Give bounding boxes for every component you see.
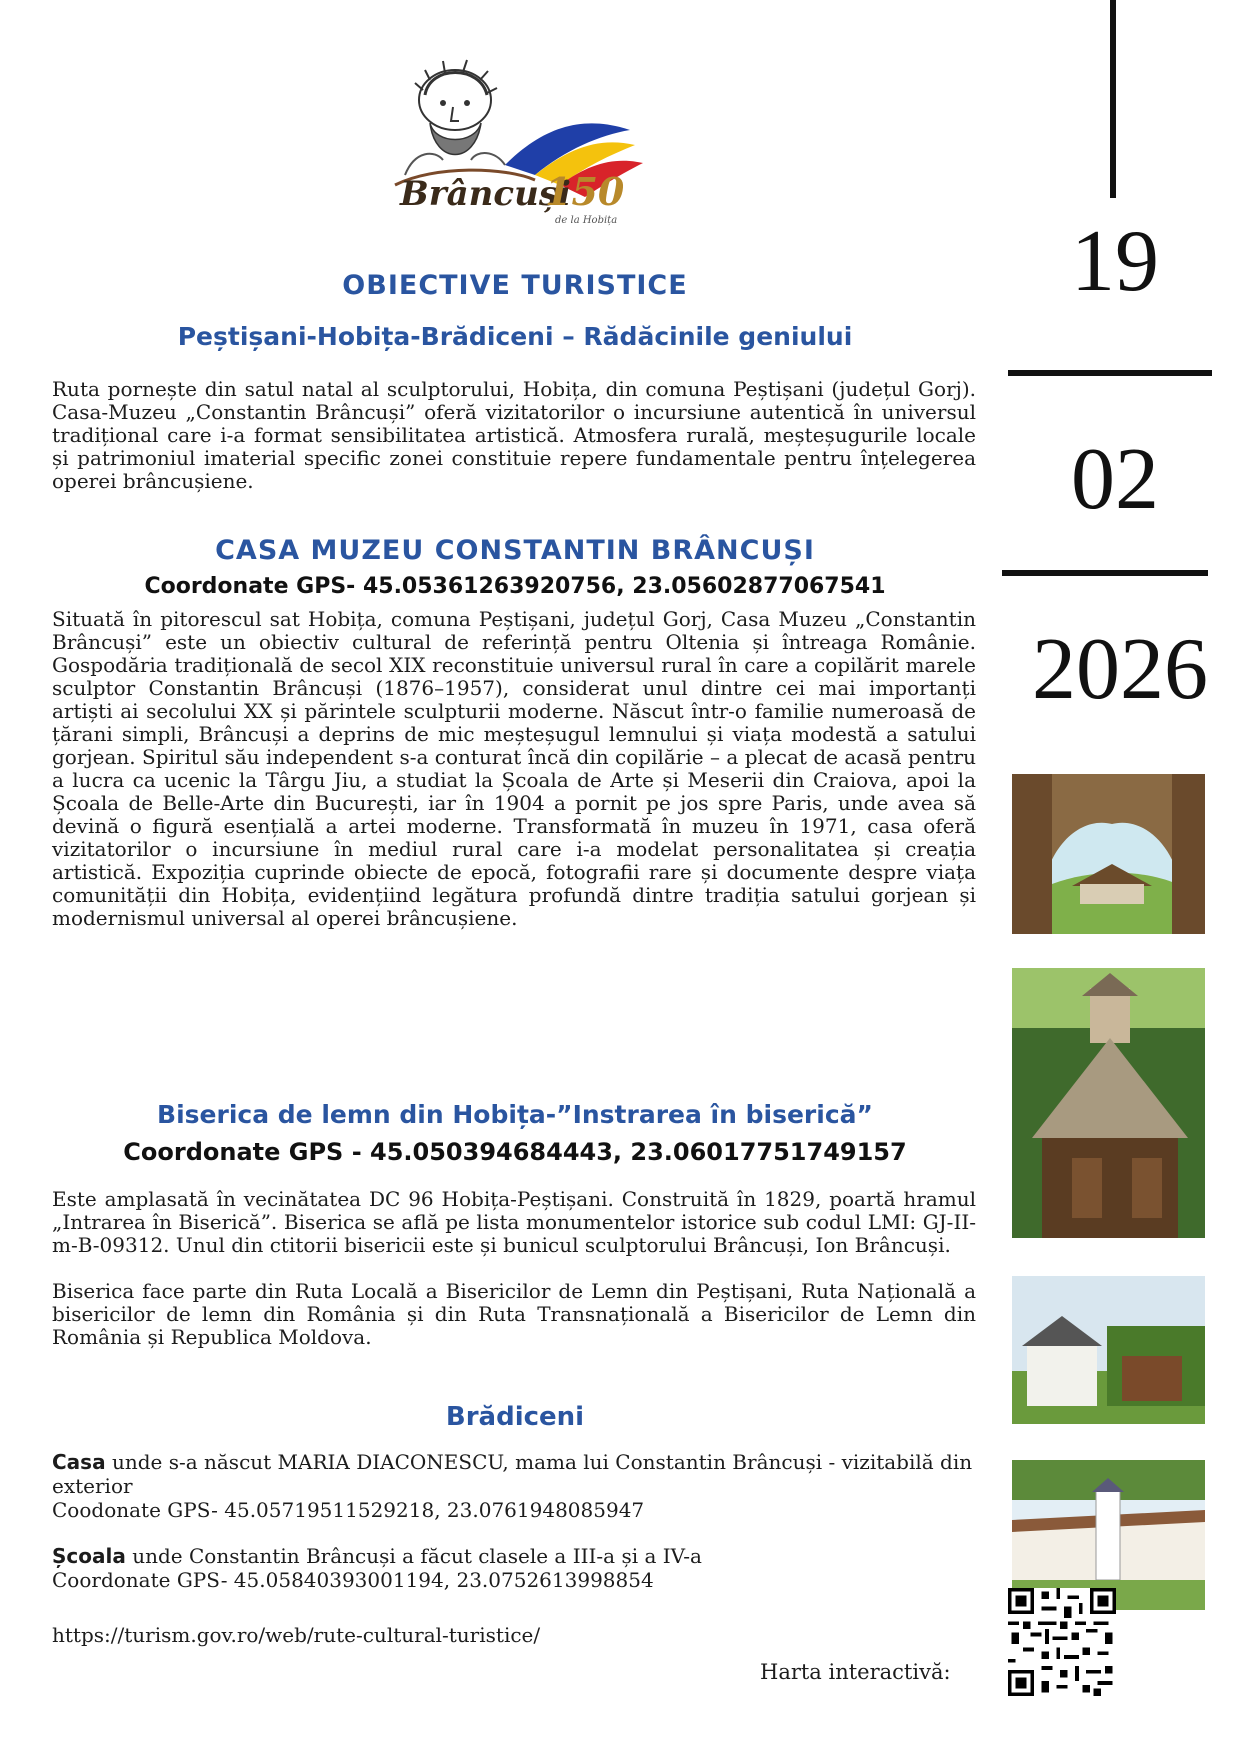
- bradiceni-scoala-text: unde Constantin Brâncuși a făcut clasele a III-a și a IV-a: [132, 1544, 702, 1568]
- date-year: 2026: [1032, 621, 1208, 718]
- route-title: Peștișani-Hobița-Brădiceni – Rădăcinile geniului: [177, 322, 853, 351]
- route-paragraph: Ruta pornește din satul natal al sculptorului, Hobița, din comuna Peștișani (județul Gorj). Casa-Muzeu „Constantin Brâncuși” oferă vizitatorilor o incursiune autentică în universul tradițional care i-a format sensibilitatea artistică. Atmosfera rurală, meșteșugurile locale și patrimoniul imaterial specific zonei constituie repere fundamentale pentru înțelegerea operei brâncușiene.: [52, 377, 976, 493]
- section-title: OBIECTIVE TURISTICE: [342, 270, 688, 301]
- photo-museum-through-fence: [1012, 774, 1205, 934]
- bradiceni-scoala-gps: Coordonate GPS- 45.05840393001194, 23.0752613998854: [52, 1568, 654, 1592]
- bradiceni-casa-block: [52, 1450, 976, 1522]
- photo-wooden-church: [1012, 968, 1205, 1238]
- biserica-gps: Coordonate GPS - 45.050394684443, 23.06017751749157: [123, 1138, 907, 1166]
- logo-name: Brâncuși: [400, 174, 571, 214]
- casa-muzeu-gps: Coordonate GPS- 45.05361263920756, 23.05602877067541: [144, 574, 886, 599]
- date-month: 02: [1071, 431, 1159, 528]
- bradiceni-casa-gps: Coodonate GPS- 45.05719511529218, 23.0761948085947: [52, 1498, 645, 1522]
- biserica-paragraph-1: Este amplasată în vecinătatea DC 96 Hobița-Peștișani. Construită în 1829, poartă hramul „Intrarea în Biserică”. Biserica se află pe lista monumentelor istorice sub codul LMI: GJ-II-m-B-09312. Unul din ctitorii bisericii este și bunicul sculptorului Brâncuși, Ion Brâncuși.: [52, 1187, 976, 1257]
- logo-number: 150: [545, 169, 625, 214]
- casa-muzeu-title: CASA MUZEU CONSTANTIN BRÂNCUȘI: [215, 535, 815, 566]
- qr-code-icon[interactable]: [1008, 1588, 1116, 1696]
- date-day: 19: [1071, 213, 1159, 310]
- brancusi-portrait-logo-icon: [385, 55, 645, 255]
- date-divider-2: [1002, 570, 1208, 576]
- photo-birth-house: [1012, 1276, 1205, 1424]
- bradiceni-title: Brădiceni: [445, 1402, 585, 1432]
- date-divider-1: [1008, 370, 1212, 376]
- bradiceni-casa-label: Casa: [52, 1450, 106, 1474]
- date-top-divider: [1110, 0, 1116, 198]
- brancusi-150-logo: [385, 55, 645, 255]
- interactive-map-label: Harta interactivă:: [760, 1660, 951, 1684]
- logo-tagline: de la Hobița: [555, 215, 618, 226]
- bradiceni-casa-text: unde s-a născut MARIA DIACONESCU, mama lui Constantin Brâncuși - vizitabilă din exterior: [52, 1450, 973, 1498]
- tourism-url-link[interactable]: https://turism.gov.ro/web/rute-cultural-turistice/: [52, 1623, 541, 1647]
- bradiceni-scoala-label: Școala: [52, 1544, 126, 1568]
- casa-muzeu-paragraph: Situată în pitorescul sat Hobița, comuna Peștișani, județul Gorj, Casa Muzeu „Constantin Brâncuși” este un obiectiv cultural de referință pentru Oltenia și întreaga Românie. Gospodăria tradițională de secol XIX reconstituie universul rural în care a copilărit marele sculptor Constantin Brâncuși (1876–1957), considerat unul dintre cei mai importanți artiști ai secolului XX și părintele sculpturii moderne. Născut într-o familie numeroasă de țărani simpli, Brâncuși a deprins de mic meșteșugul lemnului și viața modestă a satului gorjean. Spiritul său independent s-a conturat încă din copilărie – a plecat de acasă pentru a lucra ca ucenic la Târgu Jiu, a studiat la Școala de Arte și Meserii din Craiova, apoi la Școala de Belle-Arte din București, iar în 1904 a pornit pe jos spre Paris, unde avea să devină o figură esențială a artei moderne. Transformată în muzeu în 1971, casa oferă vizitatorilor o incursiune în mediul rural care i-a modelat personalitatea și creația artistică. Expoziția cuprinde obiecte de epocă, fotografii rare și documente despre viața comunității din Hobița, evidențiind legătura profundă dintre tradiția satului gorjean și modernismul universal al operei brâncușiene.: [52, 607, 976, 930]
- biserica-title: Biserica de lemn din Hobița-”Instrarea în biserică”: [157, 1100, 873, 1129]
- biserica-paragraph-2: Biserica face parte din Ruta Locală a Bisericilor de Lemn din Peștișani, Ruta Națională a bisericilor de lemn din România și din Ruta Transnațională a Bisericilor de Lemn din România și Republica Moldova.: [52, 1279, 976, 1349]
- bradiceni-scoala-block: [52, 1544, 976, 1592]
